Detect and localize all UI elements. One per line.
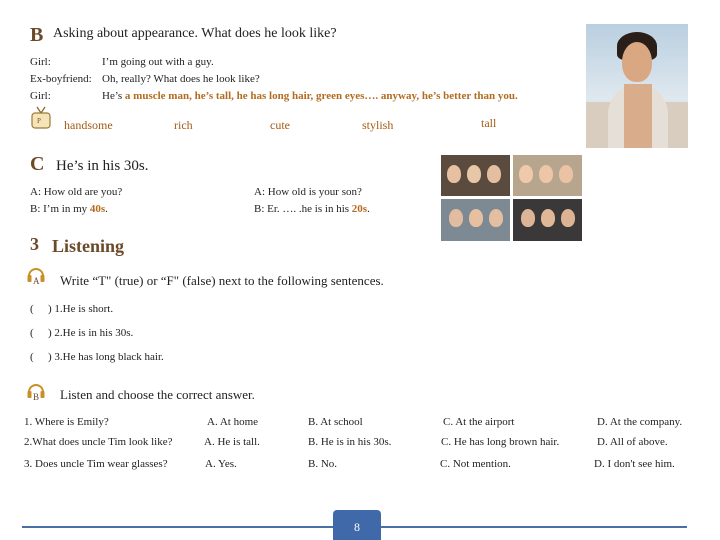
tf-paren: ( <box>30 327 34 339</box>
dialogue-line <box>102 73 260 85</box>
section-c-highlight: 40s <box>89 203 106 215</box>
vocab-word: rich <box>174 118 193 132</box>
page-number-badge <box>333 510 381 540</box>
dialogue-text: I’m going out with a guy. <box>102 56 214 68</box>
man-photo <box>586 24 688 148</box>
section-c-line <box>30 186 122 198</box>
option-b: B. At school <box>308 416 363 428</box>
vocab-word: stylish <box>362 118 394 132</box>
vocab-word: cute <box>270 118 290 132</box>
section-c-line <box>30 203 108 215</box>
tv-icon <box>30 106 52 130</box>
option-d: D. I don't see him. <box>594 458 675 470</box>
listening-number: 3 <box>30 234 39 254</box>
option-a: A. At home <box>207 416 259 428</box>
tf-item: ) 2.He is in his 30s. <box>48 327 134 339</box>
dialogue-text: He’s <box>102 90 125 102</box>
tf-item: ) 1.He is short. <box>48 303 114 315</box>
section-b-title: Asking about appearance. What does he look like? <box>53 26 337 41</box>
section-c-highlight: 20s <box>351 203 368 215</box>
tf-paren: ( <box>30 351 34 363</box>
option-b: B. He is in his 30s. <box>308 436 392 448</box>
question: 3. Does uncle Tim wear glasses? <box>24 458 168 470</box>
dialogue-speaker: Girl: <box>30 56 51 68</box>
part-a-instruction: Write “T" (true) or “F" (false) next to the following sentences. <box>60 273 384 288</box>
question: 2.What does uncle Tim look like? <box>24 436 173 448</box>
option-a: A. Yes. <box>205 458 237 470</box>
listening-title: Listening <box>52 236 125 256</box>
dialogue-speaker: Girl: <box>30 90 51 102</box>
dialogue-line <box>102 56 214 68</box>
section-c-letter: C <box>30 153 45 175</box>
section-c-title: He’s in his 30s. <box>56 158 149 174</box>
option-b: B. No. <box>308 458 338 470</box>
tf-item: ) 3.He has long black hair. <box>48 351 164 363</box>
vocab-word: handsome <box>64 118 113 132</box>
part-a-letter: A <box>33 276 40 286</box>
section-c-line <box>254 203 370 215</box>
dialogue-speaker: Ex-boyfriend: <box>30 73 92 85</box>
option-c: C. Not mention. <box>440 458 511 470</box>
section-c-text: . <box>367 203 370 215</box>
section-c-text: B: I’m in my <box>30 203 90 215</box>
kids-photo-collage <box>441 155 582 241</box>
dialogue-text: Oh, really? What does he look like? <box>102 73 260 85</box>
section-c-text: B: Er. …. .he is in his <box>254 203 352 215</box>
tv-label: P <box>37 117 41 125</box>
section-c-text: A: How old is your son? <box>254 186 362 198</box>
option-d: D. All of above. <box>597 436 668 448</box>
dialogue-line <box>102 90 518 102</box>
option-c: C. He has long brown hair. <box>441 436 560 448</box>
section-c-text: . <box>105 203 108 215</box>
vocab-word: tall <box>481 116 497 130</box>
tf-paren: ( <box>30 303 34 315</box>
section-c-text: A: How old are you? <box>30 186 123 198</box>
question: 1. Where is Emily? <box>24 416 109 428</box>
option-d: D. At the company. <box>597 416 683 428</box>
dialogue-highlight: a muscle man, he’s tall, he has long hair, green eyes…. anyway, he’s better than you. <box>124 90 518 102</box>
section-c-line <box>254 186 362 198</box>
section-b-letter: B <box>30 24 44 46</box>
page-number: 8 <box>354 520 360 534</box>
part-b-instruction: Listen and choose the correct answer. <box>60 387 255 402</box>
option-a: A. He is tall. <box>204 436 260 448</box>
option-c: C. At the airport <box>443 416 515 428</box>
part-b-letter: B <box>33 392 40 402</box>
